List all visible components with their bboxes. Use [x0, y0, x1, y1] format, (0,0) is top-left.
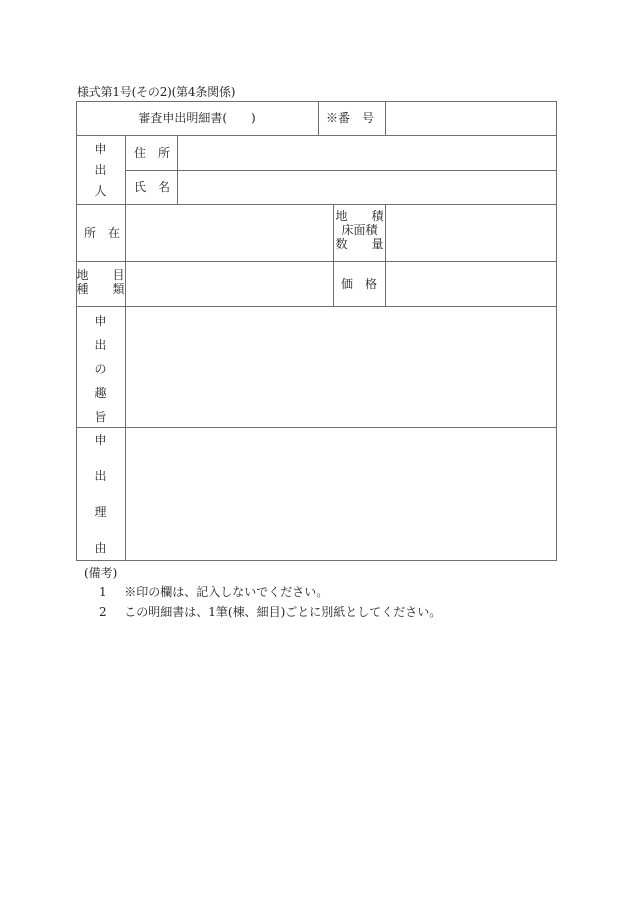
- address-field[interactable]: [178, 136, 556, 170]
- location-field[interactable]: [126, 205, 333, 261]
- note-text: ※印の欄は、記入しないでください。: [124, 585, 329, 599]
- reason-label-char: 理: [94, 505, 107, 519]
- statement-title: 審査申出明細書( ): [138, 111, 256, 125]
- note-number: 2: [99, 605, 107, 619]
- purpose-label-char: 旨: [94, 410, 107, 424]
- area-label-line: 数 量: [335, 237, 384, 251]
- purpose-label-char: 申: [94, 314, 107, 328]
- reason-label: [76, 434, 125, 554]
- address-label: 住 所: [134, 146, 171, 160]
- reason-label-char: 出: [94, 469, 107, 483]
- purpose-label: [76, 315, 125, 423]
- purpose-label-char: の: [94, 362, 107, 376]
- table-border-right: [556, 101, 557, 561]
- area-label-line: 地 積: [335, 209, 384, 223]
- notes-heading: (備考): [84, 566, 118, 580]
- col-divider: [318, 101, 319, 135]
- applicant-label-char: 申: [94, 142, 107, 156]
- note-text: この明細書は、1筆(棟、細目)ごとに別紙としてください。: [124, 605, 442, 619]
- applicant-label-char: 出: [94, 163, 107, 177]
- area-label: [334, 210, 385, 250]
- price-field[interactable]: [386, 262, 556, 306]
- number-label: ※番 号: [326, 111, 375, 125]
- price-label: 価 格: [341, 277, 378, 291]
- area-label-line: 床面積: [341, 223, 378, 237]
- category-label-line: 種 類: [76, 282, 125, 296]
- form-title: 様式第1号(その2)(第4条関係): [77, 85, 236, 99]
- category-label: [76, 269, 125, 295]
- note-number: 1: [99, 585, 107, 599]
- name-label: 氏 名: [134, 180, 171, 194]
- note-item: [99, 603, 441, 620]
- applicant-label: [76, 143, 125, 197]
- reason-field[interactable]: [126, 428, 556, 560]
- number-field[interactable]: [386, 102, 556, 135]
- reason-label-char: 申: [94, 433, 107, 447]
- name-field[interactable]: [178, 171, 556, 204]
- purpose-label-char: 出: [94, 338, 107, 352]
- purpose-field[interactable]: [126, 307, 556, 427]
- reason-label-char: 由: [94, 541, 107, 555]
- category-label-line: 地 目: [76, 268, 125, 282]
- location-label: 所 在: [84, 226, 121, 240]
- purpose-label-char: 趣: [94, 386, 107, 400]
- note-item: [99, 583, 328, 600]
- table-border-bottom: [76, 560, 557, 561]
- applicant-label-char: 人: [94, 184, 107, 198]
- category-field[interactable]: [126, 262, 333, 306]
- area-field[interactable]: [386, 205, 556, 261]
